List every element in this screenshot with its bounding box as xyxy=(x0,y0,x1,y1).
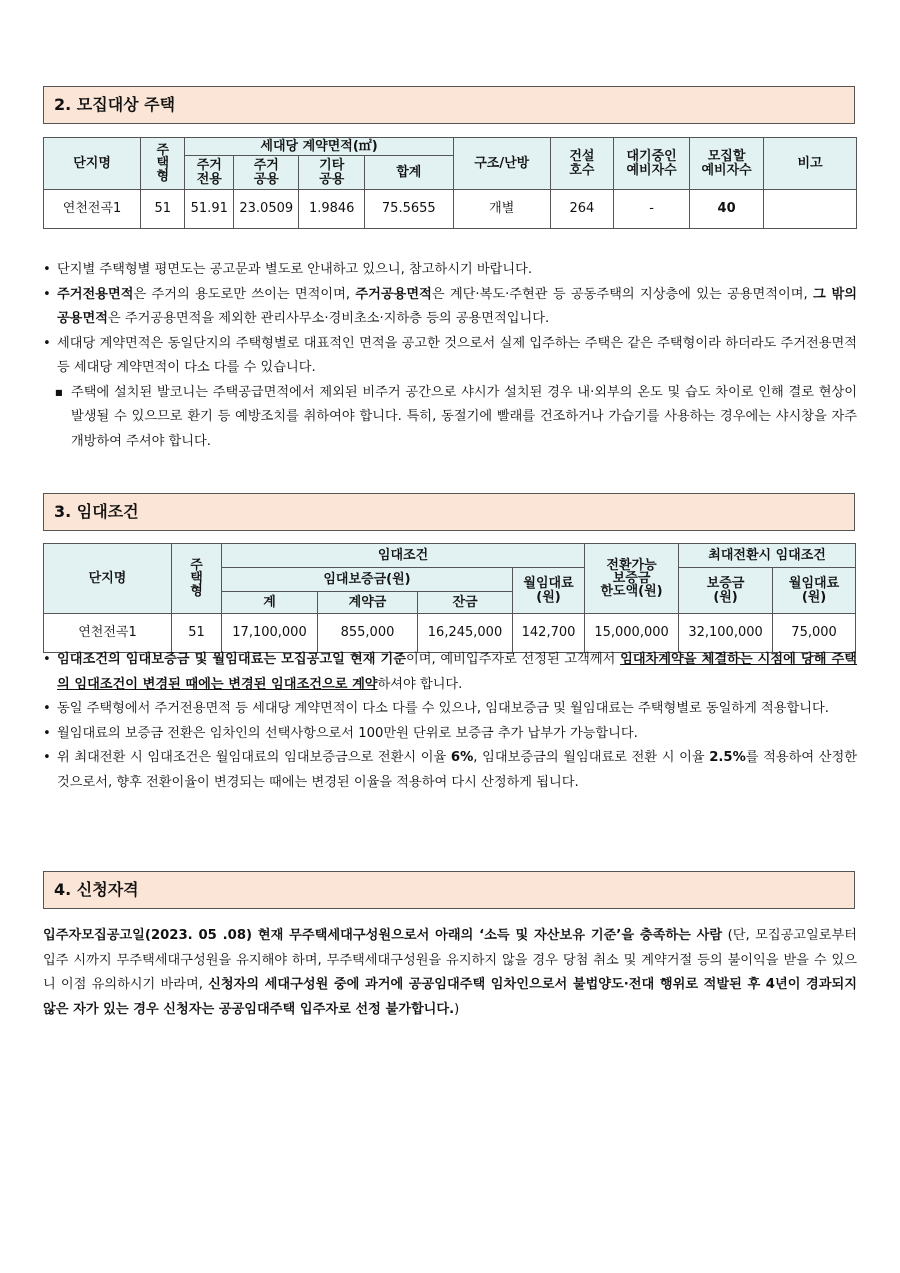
th-type: 주 택 형 xyxy=(141,138,185,190)
th-max-monthly: 월임대료 (원) xyxy=(773,568,856,614)
cell-common: 23.0509 xyxy=(234,190,299,229)
section-2-heading: 2. 모집대상 주택 xyxy=(43,86,855,124)
list-item xyxy=(43,697,857,722)
cell-total: 75.5655 xyxy=(364,190,453,229)
section-3-heading: 3. 임대조건 xyxy=(43,493,855,531)
note-bold: 2.5% xyxy=(709,750,746,765)
th-monthly: 월임대료 (원) xyxy=(513,568,585,614)
cell-max-deposit: 32,100,000 xyxy=(679,614,773,653)
th-deposit: 임대보증금(원) xyxy=(222,568,513,592)
note-text: , 임대보증금의 월임대료로 전환 시 이율 xyxy=(473,750,710,765)
th-max: 최대전환시 임대조건 xyxy=(679,544,856,568)
cell-monthly: 142,700 xyxy=(513,614,585,653)
th-max-deposit: 보증금 (원) xyxy=(679,568,773,614)
section-4-heading: 4. 신청자격 xyxy=(43,871,855,909)
note-bold-underline: 임대차계약을 체결하는 시점에 당해 주택의 임대조건이 변경된 때에는 변경된 임대조건으로 계약 xyxy=(57,652,858,692)
note-text: 위 최대전환 시 임대조건은 월임대료의 임대보증금으로 전환시 이율 xyxy=(57,750,451,765)
cell-type: 51 xyxy=(141,190,185,229)
note-text: 세대당 계약면적은 동일단지의 주택형별로 대표적인 면적을 공고한 것으로서 실제 입주하는 주택은 같은 주택형이라 하더라도 주거전용면적 등 세대당 계약면적이 다소 다를 수 있습니다. xyxy=(57,335,857,375)
cell-contract: 855,000 xyxy=(318,614,418,653)
th-complex: 단지명 xyxy=(44,138,141,190)
note-text: 이며, 예비입주자로 선정된 고객께서 xyxy=(406,652,621,667)
cell-max-monthly: 75,000 xyxy=(773,614,856,653)
note-text: 은 주거의 용도로만 쓰이는 면적이며, xyxy=(133,286,356,302)
section-2-notes xyxy=(43,258,857,454)
note-text: 단지별 주택형별 평면도는 공고문과 별도로 안내하고 있으니, 참고하시기 바랍니다. xyxy=(57,262,533,277)
cell-structure: 개별 xyxy=(453,190,550,229)
cell-units: 264 xyxy=(550,190,613,229)
th-complex: 단지명 xyxy=(44,544,172,614)
cell-waiting: - xyxy=(614,190,690,229)
th-recruit: 모집할 예비자수 xyxy=(690,138,764,190)
note-text: 은 계단·복도·주현관 등 공동주택의 지상층에 있는 공용면적이며, xyxy=(431,286,814,302)
th-area-other: 기타 공용 xyxy=(299,156,364,190)
list-item xyxy=(43,746,857,795)
cell-recruit: 40 xyxy=(690,190,764,229)
note-bold: 6% xyxy=(450,750,474,765)
th-area-exclusive: 주거 전용 xyxy=(185,156,234,190)
rent-table xyxy=(43,543,856,653)
note-bold: 주거공용면적 xyxy=(355,286,432,302)
list-item xyxy=(43,648,857,697)
cell-complex: 연천전곡1 xyxy=(44,190,141,229)
cell-balance: 16,245,000 xyxy=(418,614,513,653)
eligibility-paragraph xyxy=(43,924,857,1022)
th-sum: 계 xyxy=(222,592,318,614)
cell-type: 51 xyxy=(172,614,222,653)
cell-note xyxy=(764,190,857,229)
th-waiting: 대기중인 예비자수 xyxy=(614,138,690,190)
note-bold: 그 밖의 공용면적 xyxy=(57,286,857,326)
para-bold: 신청자의 세대구성원 중에 과거에 공공임대주택 임차인으로서 불법양도·전대 행위로 적발된 후 4년이 경과되지 않은 자가 있는 경우 신청자는 공공임대주택 입주자로 선정 불가합니다. xyxy=(43,977,857,1017)
para-bold: 입주자모집공고일(2023. 05 .08) 현재 무주택세대구성원으로서 아래의 ‘소득 및 자산보유 기준’을 충족하는 사람 xyxy=(43,928,723,943)
th-area-total: 합계 xyxy=(364,156,453,190)
th-units: 건설 호수 xyxy=(550,138,613,190)
note-text: 동일 주택형에서 주거전용면적 등 세대당 계약면적이 다소 다를 수 있으나, 임대보증금 및 월임대료는 주택형별로 동일하게 적용합니다. xyxy=(57,701,829,716)
th-balance: 잔금 xyxy=(418,592,513,614)
th-note: 비고 xyxy=(764,138,857,190)
para-text: (단, 모집공고일로부터 입주 시까지 무주택세대구성원을 유지해야 하며, 무주택세대구성원을 유지하지 않을 경우 당첨 취소 및 계약거절 등의 불이익을 받을 수 있으니 이점 유의하시기 바라며, xyxy=(43,928,857,992)
th-area: 세대당 계약면적(㎡) xyxy=(185,138,453,156)
cell-complex: 연천전곡1 xyxy=(44,614,172,653)
list-item xyxy=(43,283,857,332)
para-text: ) xyxy=(454,1001,460,1017)
cell-convert: 15,000,000 xyxy=(585,614,679,653)
table-row xyxy=(44,614,856,653)
note-text: 주택에 설치된 발코니는 주택공급면적에서 제외된 비주거 공간으로 샤시가 설치된 경우 내·외부의 온도 및 습도 차이로 인해 결로 현상이 발생될 수 있으므로 환기 등 예방조치를 취하여야 합니다. 특히, 동절기에 빨래를 건조하거나 가습기를 사용하는 경우에는 샤시창을 자주 개방하여 주셔야 합니다. xyxy=(71,384,857,449)
th-area-common: 주거 공용 xyxy=(234,156,299,190)
housing-table xyxy=(43,137,857,229)
table-row xyxy=(44,190,857,229)
th-type: 주 택 형 xyxy=(172,544,222,614)
list-item xyxy=(43,722,857,747)
list-item xyxy=(43,332,857,381)
cell-sum: 17,100,000 xyxy=(222,614,318,653)
note-text: 은 주거공용면적을 제외한 관리사무소·경비초소·지하층 등의 공용면적입니다. xyxy=(107,311,550,326)
note-bold: 임대조건의 임대보증금 및 월임대료는 모집공고일 현재 기준 xyxy=(57,652,407,667)
note-text: 하셔야 합니다. xyxy=(377,676,463,692)
th-structure: 구조/난방 xyxy=(453,138,550,190)
list-item xyxy=(43,258,857,283)
th-convert: 전환가능 보증금 한도액(원) xyxy=(585,544,679,614)
cell-other: 1.9846 xyxy=(299,190,364,229)
cell-exclusive: 51.91 xyxy=(185,190,234,229)
th-conditions: 임대조건 xyxy=(222,544,585,568)
section-3-notes xyxy=(43,648,857,795)
note-text: 를 적용하여 산정한 것으로서, 향후 전환이율이 변경되는 때에는 변경된 이율을 적용하여 다시 산정하게 됩니다. xyxy=(57,750,858,790)
th-contract: 계약금 xyxy=(318,592,418,614)
list-item xyxy=(43,381,857,455)
note-text: 월임대료의 보증금 전환은 임차인의 선택사항으로서 100만원 단위로 보증금 추가 납부가 가능합니다. xyxy=(57,725,638,741)
note-bold: 주거전용면적 xyxy=(57,286,134,302)
